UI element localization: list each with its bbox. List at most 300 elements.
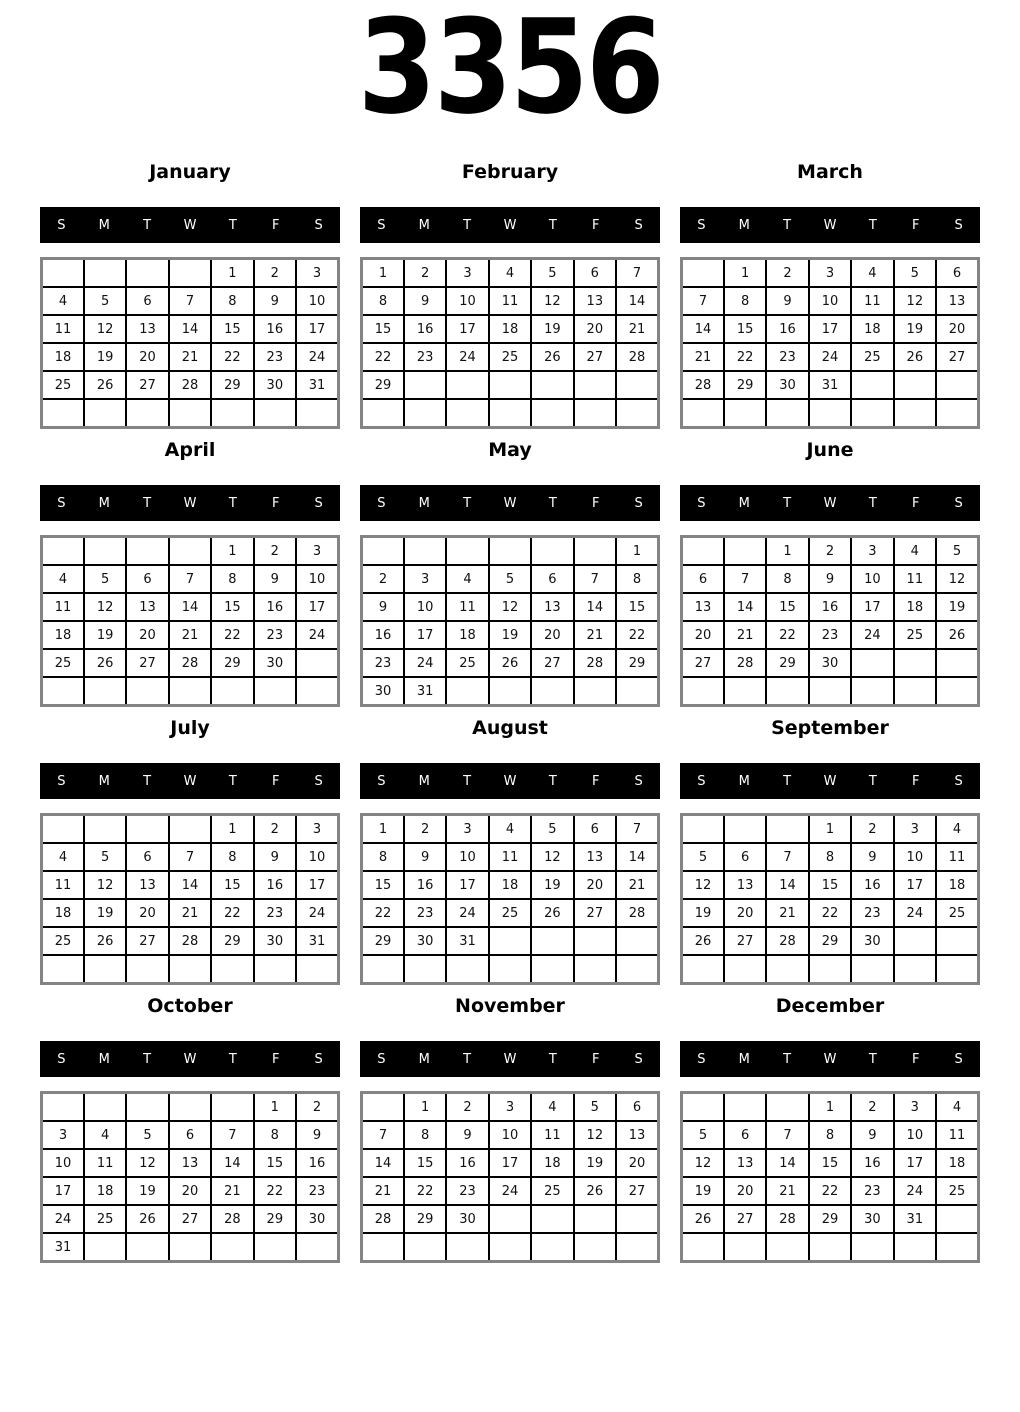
empty-cell: [84, 1233, 126, 1262]
empty-cell: [574, 399, 616, 428]
date-cell: 24: [851, 621, 893, 649]
date-cell: 16: [851, 871, 893, 899]
weekday-label: T: [783, 773, 792, 789]
date-cell: 17: [296, 593, 338, 621]
date-cell: 12: [531, 287, 573, 315]
empty-cell: [936, 677, 978, 706]
weekday-label: M: [418, 1051, 430, 1067]
weekday-label: T: [143, 495, 152, 511]
week-row: [682, 927, 979, 955]
empty-cell: [616, 927, 658, 955]
date-cell: 19: [531, 315, 573, 343]
date-cell: 17: [296, 871, 338, 899]
date-cell: 20: [169, 1177, 211, 1205]
date-cell: 19: [574, 1149, 616, 1177]
date-cell: 5: [126, 1121, 168, 1149]
empty-cell: [616, 371, 658, 399]
date-cell: 6: [574, 815, 616, 844]
empty-cell: [936, 1205, 978, 1233]
date-cell: 12: [489, 593, 531, 621]
weekday-header: [360, 763, 660, 799]
date-cell: 16: [254, 315, 296, 343]
date-cell: 12: [682, 871, 724, 899]
date-cell: 16: [766, 315, 808, 343]
empty-cell: [851, 1233, 893, 1262]
weekday-label: F: [911, 495, 920, 511]
empty-cell: [766, 399, 808, 428]
date-cell: 30: [809, 649, 851, 677]
date-cell: 18: [851, 315, 893, 343]
date-cell: 5: [936, 537, 978, 566]
date-cell: 11: [84, 1149, 126, 1177]
empty-cell: [362, 1093, 404, 1122]
weekday-header: [680, 763, 980, 799]
week-row: [362, 1233, 659, 1262]
month-title: May: [488, 439, 532, 461]
date-cell: 12: [84, 871, 126, 899]
date-cell: 28: [682, 371, 724, 399]
week-row: [362, 537, 659, 566]
weekday-header: [680, 1041, 980, 1077]
date-cell: 17: [809, 315, 851, 343]
date-cell: 5: [531, 259, 573, 288]
weekday-label: T: [868, 217, 877, 233]
week-row: [42, 1205, 339, 1233]
date-cell: 19: [682, 899, 724, 927]
date-cell: 14: [362, 1149, 404, 1177]
week-row: [682, 955, 979, 984]
date-cell: 25: [42, 649, 84, 677]
date-cell: 14: [574, 593, 616, 621]
date-cell: 15: [211, 871, 253, 899]
empty-cell: [296, 1233, 338, 1262]
date-cell: 13: [126, 871, 168, 899]
empty-cell: [362, 399, 404, 428]
date-cell: 31: [809, 371, 851, 399]
empty-cell: [42, 677, 84, 706]
date-cell: 1: [404, 1093, 446, 1122]
empty-cell: [169, 815, 211, 844]
weekday-label: T: [868, 773, 877, 789]
date-cell: 16: [809, 593, 851, 621]
date-cell: 25: [894, 621, 936, 649]
weekday-label: S: [954, 495, 963, 511]
empty-cell: [894, 399, 936, 428]
month-title: February: [461, 161, 559, 183]
empty-cell: [531, 1233, 573, 1262]
weekday-label: T: [228, 217, 237, 233]
date-cell: 6: [682, 565, 724, 593]
empty-cell: [894, 1233, 936, 1262]
date-cell: 28: [766, 927, 808, 955]
date-cell: 24: [296, 621, 338, 649]
week-row: [42, 1177, 339, 1205]
empty-cell: [682, 955, 724, 984]
weekday-label: T: [143, 1051, 152, 1067]
date-cell: 27: [126, 649, 168, 677]
date-cell: 15: [362, 315, 404, 343]
date-cell: 23: [404, 899, 446, 927]
date-cell: 28: [616, 343, 658, 371]
week-row: [42, 343, 339, 371]
date-cell: 6: [936, 259, 978, 288]
empty-cell: [531, 371, 573, 399]
empty-cell: [446, 399, 488, 428]
date-cell: 4: [42, 843, 84, 871]
date-cell: 11: [936, 1121, 978, 1149]
date-cell: 27: [126, 927, 168, 955]
date-cell: 15: [254, 1149, 296, 1177]
date-cell: 6: [531, 565, 573, 593]
empty-cell: [936, 1233, 978, 1262]
date-cell: 3: [446, 815, 488, 844]
empty-cell: [84, 399, 126, 428]
date-cell: 12: [894, 287, 936, 315]
date-cell: 15: [404, 1149, 446, 1177]
date-cell: 7: [362, 1121, 404, 1149]
date-cell: 26: [531, 343, 573, 371]
date-cell: 31: [404, 677, 446, 706]
date-cell: 20: [126, 621, 168, 649]
weekday-label: W: [503, 1051, 517, 1067]
empty-cell: [84, 1093, 126, 1122]
weekday-label: F: [591, 773, 600, 789]
month-august: [360, 716, 660, 985]
dates-table: [360, 257, 660, 429]
date-cell: 4: [531, 1093, 573, 1122]
empty-cell: [84, 955, 126, 984]
date-cell: 30: [254, 649, 296, 677]
empty-cell: [296, 399, 338, 428]
empty-cell: [682, 677, 724, 706]
date-cell: 7: [724, 565, 766, 593]
empty-cell: [84, 677, 126, 706]
empty-cell: [936, 649, 978, 677]
date-cell: 11: [42, 593, 84, 621]
date-cell: 5: [84, 287, 126, 315]
date-cell: 9: [851, 1121, 893, 1149]
week-row: [42, 815, 339, 844]
weekday-header: [360, 485, 660, 521]
weekday-label: S: [634, 773, 643, 789]
date-cell: 24: [446, 899, 488, 927]
week-row: [682, 315, 979, 343]
date-cell: 29: [809, 927, 851, 955]
week-row: [362, 677, 659, 706]
date-cell: 11: [42, 871, 84, 899]
week-row: [42, 899, 339, 927]
date-cell: 14: [616, 843, 658, 871]
date-cell: 16: [404, 315, 446, 343]
date-cell: 26: [682, 1205, 724, 1233]
date-cell: 22: [362, 899, 404, 927]
weekday-label: S: [314, 217, 323, 233]
date-cell: 7: [211, 1121, 253, 1149]
months-grid: [40, 160, 980, 1263]
date-cell: 2: [362, 565, 404, 593]
date-cell: 29: [404, 1205, 446, 1233]
date-cell: 3: [809, 259, 851, 288]
empty-cell: [766, 1233, 808, 1262]
weekday-header: [360, 1041, 660, 1077]
empty-cell: [169, 677, 211, 706]
weekday-label: W: [823, 773, 837, 789]
empty-cell: [446, 677, 488, 706]
date-cell: 20: [126, 343, 168, 371]
dates-table: [680, 813, 980, 985]
empty-cell: [809, 1233, 851, 1262]
date-cell: 25: [489, 343, 531, 371]
weekday-label: S: [634, 495, 643, 511]
empty-cell: [766, 1093, 808, 1122]
empty-cell: [446, 955, 488, 984]
weekday-label: S: [697, 495, 706, 511]
empty-cell: [894, 371, 936, 399]
weekday-label: S: [697, 773, 706, 789]
empty-cell: [616, 399, 658, 428]
date-cell: 2: [254, 815, 296, 844]
month-january: [40, 160, 340, 429]
date-cell: 4: [42, 565, 84, 593]
empty-cell: [894, 955, 936, 984]
date-cell: 15: [724, 315, 766, 343]
date-cell: 3: [296, 259, 338, 288]
empty-cell: [254, 677, 296, 706]
empty-cell: [616, 677, 658, 706]
date-cell: 10: [404, 593, 446, 621]
date-cell: 7: [169, 843, 211, 871]
date-cell: 27: [724, 927, 766, 955]
date-cell: 6: [126, 287, 168, 315]
week-row: [682, 1093, 979, 1122]
date-cell: 11: [851, 287, 893, 315]
date-cell: 24: [42, 1205, 84, 1233]
date-cell: 14: [169, 315, 211, 343]
empty-cell: [766, 955, 808, 984]
empty-cell: [362, 955, 404, 984]
date-cell: 14: [766, 1149, 808, 1177]
empty-cell: [724, 815, 766, 844]
date-cell: 3: [489, 1093, 531, 1122]
empty-cell: [574, 1205, 616, 1233]
date-cell: 29: [809, 1205, 851, 1233]
date-cell: 17: [446, 315, 488, 343]
date-cell: 18: [936, 871, 978, 899]
week-row: [42, 621, 339, 649]
date-cell: 3: [894, 1093, 936, 1122]
week-row: [682, 1233, 979, 1262]
weekday-label: T: [783, 217, 792, 233]
date-cell: 29: [211, 649, 253, 677]
date-cell: 18: [936, 1149, 978, 1177]
empty-cell: [42, 537, 84, 566]
empty-cell: [362, 537, 404, 566]
weekday-label: F: [911, 773, 920, 789]
date-cell: 18: [42, 899, 84, 927]
date-cell: 30: [362, 677, 404, 706]
weekday-label: S: [697, 217, 706, 233]
date-cell: 30: [254, 371, 296, 399]
date-cell: 11: [446, 593, 488, 621]
date-cell: 15: [211, 315, 253, 343]
weekday-label: W: [823, 217, 837, 233]
date-cell: 9: [446, 1121, 488, 1149]
empty-cell: [489, 399, 531, 428]
date-cell: 20: [126, 899, 168, 927]
date-cell: 5: [894, 259, 936, 288]
date-cell: 2: [851, 1093, 893, 1122]
date-cell: 26: [84, 371, 126, 399]
date-cell: 26: [84, 927, 126, 955]
week-row: [42, 371, 339, 399]
week-row: [362, 1121, 659, 1149]
empty-cell: [404, 399, 446, 428]
date-cell: 3: [446, 259, 488, 288]
date-cell: 18: [894, 593, 936, 621]
date-cell: 15: [809, 1149, 851, 1177]
empty-cell: [404, 1233, 446, 1262]
date-cell: 17: [446, 871, 488, 899]
weekday-header: [360, 207, 660, 243]
date-cell: 18: [84, 1177, 126, 1205]
date-cell: 19: [84, 621, 126, 649]
empty-cell: [682, 815, 724, 844]
date-cell: 27: [169, 1205, 211, 1233]
date-cell: 20: [724, 899, 766, 927]
week-row: [362, 371, 659, 399]
date-cell: 5: [489, 565, 531, 593]
week-row: [42, 287, 339, 315]
date-cell: 28: [724, 649, 766, 677]
date-cell: 21: [766, 899, 808, 927]
empty-cell: [42, 815, 84, 844]
weekday-label: T: [463, 773, 472, 789]
week-row: [42, 1093, 339, 1122]
date-cell: 1: [724, 259, 766, 288]
date-cell: 8: [809, 1121, 851, 1149]
weekday-label: F: [591, 1051, 600, 1067]
week-row: [362, 1205, 659, 1233]
date-cell: 3: [42, 1121, 84, 1149]
date-cell: 21: [616, 871, 658, 899]
empty-cell: [724, 399, 766, 428]
date-cell: 14: [169, 871, 211, 899]
weekday-label: S: [954, 1051, 963, 1067]
date-cell: 18: [531, 1149, 573, 1177]
date-cell: 29: [362, 371, 404, 399]
week-row: [362, 927, 659, 955]
date-cell: 5: [84, 843, 126, 871]
date-cell: 7: [169, 565, 211, 593]
date-cell: 11: [42, 315, 84, 343]
month-october: [40, 994, 340, 1263]
date-cell: 12: [936, 565, 978, 593]
date-cell: 11: [894, 565, 936, 593]
empty-cell: [851, 399, 893, 428]
week-row: [682, 399, 979, 428]
date-cell: 30: [851, 1205, 893, 1233]
empty-cell: [126, 677, 168, 706]
empty-cell: [682, 399, 724, 428]
date-cell: 4: [936, 815, 978, 844]
week-row: [42, 927, 339, 955]
date-cell: 1: [616, 537, 658, 566]
date-cell: 15: [809, 871, 851, 899]
date-cell: 5: [531, 815, 573, 844]
weekday-label: T: [463, 1051, 472, 1067]
date-cell: 28: [169, 649, 211, 677]
empty-cell: [894, 677, 936, 706]
weekday-label: F: [911, 217, 920, 233]
date-cell: 18: [489, 315, 531, 343]
weekday-label: F: [911, 1051, 920, 1067]
date-cell: 22: [724, 343, 766, 371]
date-cell: 9: [254, 843, 296, 871]
month-title: September: [771, 717, 889, 739]
date-cell: 9: [851, 843, 893, 871]
date-cell: 3: [404, 565, 446, 593]
week-row: [362, 815, 659, 844]
week-row: [362, 1177, 659, 1205]
date-cell: 18: [489, 871, 531, 899]
date-cell: 9: [809, 565, 851, 593]
date-cell: 22: [254, 1177, 296, 1205]
date-cell: 17: [489, 1149, 531, 1177]
date-cell: 21: [682, 343, 724, 371]
date-cell: 9: [296, 1121, 338, 1149]
date-cell: 15: [362, 871, 404, 899]
date-cell: 2: [851, 815, 893, 844]
date-cell: 4: [42, 287, 84, 315]
empty-cell: [404, 955, 446, 984]
week-row: [362, 621, 659, 649]
date-cell: 27: [574, 343, 616, 371]
weekday-label: S: [954, 217, 963, 233]
date-cell: 13: [169, 1149, 211, 1177]
date-cell: 17: [894, 871, 936, 899]
date-cell: 26: [574, 1177, 616, 1205]
empty-cell: [126, 1093, 168, 1122]
date-cell: 8: [766, 565, 808, 593]
date-cell: 22: [211, 621, 253, 649]
date-cell: 5: [84, 565, 126, 593]
empty-cell: [42, 955, 84, 984]
date-cell: 20: [936, 315, 978, 343]
date-cell: 26: [489, 649, 531, 677]
date-cell: 12: [84, 315, 126, 343]
date-cell: 6: [724, 1121, 766, 1149]
date-cell: 26: [531, 899, 573, 927]
date-cell: 21: [169, 343, 211, 371]
date-cell: 30: [851, 927, 893, 955]
date-cell: 20: [574, 871, 616, 899]
date-cell: 21: [169, 899, 211, 927]
weekday-label: M: [98, 773, 110, 789]
weekday-label: M: [738, 217, 750, 233]
empty-cell: [682, 1093, 724, 1122]
month-title: October: [147, 995, 233, 1017]
weekday-header: [40, 485, 340, 521]
date-cell: 22: [809, 899, 851, 927]
empty-cell: [446, 371, 488, 399]
date-cell: 13: [126, 315, 168, 343]
weekday-label: F: [271, 217, 280, 233]
week-row: [682, 565, 979, 593]
date-cell: 16: [254, 871, 296, 899]
weekday-label: S: [314, 1051, 323, 1067]
date-cell: 12: [682, 1149, 724, 1177]
date-cell: 8: [809, 843, 851, 871]
